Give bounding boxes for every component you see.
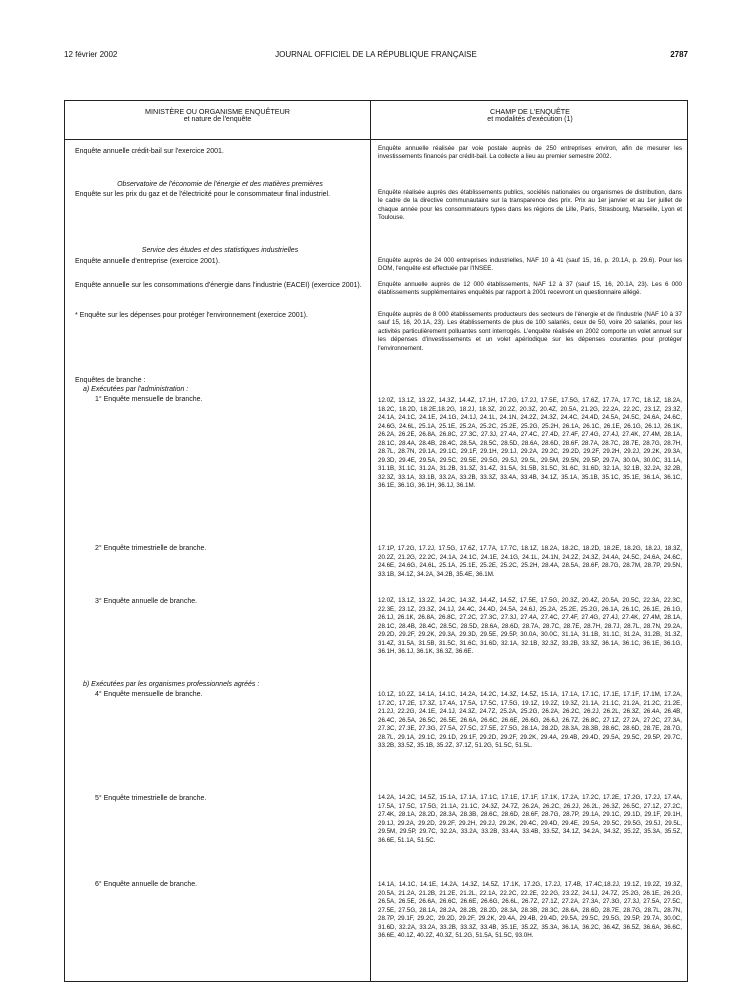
section-sesi: Service des études et des statistiques industrielles — [141, 247, 299, 254]
survey-eacei: Enquête annuelle sur les consommations d'énergie dans l'industrie (EACEI) (exercice 2001). — [75, 282, 362, 289]
header-left-cell — [65, 108, 370, 124]
column-divider — [370, 101, 371, 981]
page-header — [64, 50, 688, 64]
branche-annuelle-org: 6° Enquête annuelle de branche. — [95, 881, 198, 888]
header-right-sub: et modalités d'exécution (1) — [487, 116, 573, 123]
survey-environnement: * Enquête sur les dépenses pour protéger l'environnement (exercice 2001). — [75, 312, 308, 319]
naf-codes-trimestrielle-admin: 17.1P, 17.2G, 17.2J, 17.5G, 17.6Z, 17.7A, 17.7C, 18.1Z, 18.2A, 18.2C, 18.2D, 18.2E, 18.2G, 18.2J, 18.3Z, 20.2Z, 21.2G, 22.2C, 24.1A, 24.1C, 24.1E, 24.1G, 24.1L, 24.1N, 24.2Z, 24.3Z, 24.4A, 24.5C, 24.6A, 24.6C, 24.6E, 24.6G, 24.6L, 25.1A, 25.1E, 25.2E, 25.2C, 25.2H, 28.4A, 28.5A, 28.6F, 28.7G, 28.7M, 28.7P, 29.5N, 33.1B, 34.1Z, 34.2A, 34.2B, 35.4E, 36.1M. — [378, 545, 682, 578]
survey-prix-gaz: Enquête sur les prix du gaz et de l'électricité pour le consommateur final industriel. — [75, 191, 331, 198]
branche-organismes: b) Exécutées par les organismes professionnels agréés : — [83, 681, 260, 688]
branche-admin: a) Exécutées par l'administration : — [83, 386, 189, 393]
naf-codes-annuelle-org: 14.1A, 14.1C, 14.1E, 14.2A, 14.3Z, 14.5Z, 17.1K, 17.2G, 17.2J, 17.4B, 17.4C,18.2J, 19.1Z, 19.2Z, 19.3Z, 20.5A, 21.2A, 21.2B, 21.2E, 21.2L, 22.1A, 22.2C, 22.2E, 22.2G, 23.2Z, 24.1J, 24.7Z, 25.2G, 26.1E, 26.2G, 26.5A, 26.5E, 26.6A, 26.6C, 26.6E, 26.6G, 26.6L, 26.7Z, 27.1Z, 27.2A, 27.3A, 27.3G, 27.3J, 27.5A, 27.5C, 27.5E, 27.5G, 28.1A, 28.2A, 28.2B, 28.2D, 28.3A, 28.3B, 28.3C, 28.6A, 28.6D, 28.7E, 28.7G, 28.7L, 28.7N, 28.7P, 29.1F, 29.2C, 29.2D, 29.2F, 29.2K, 29.4A, 29.4B, 29.4D, 29.5A, 29.5C, 29.5G, 29.5P, 29.7A, 30.0C, 31.6D, 32.2A, 33.2A, 33.2B, 33.3Z, 33.4B, 35.1E, 35.2Z, 35.3A, 36.1A, 36.2C, 36.4Z, 36.5Z, 36.6A, 36.6C, 36.6E, 40.1Z, 40.2Z, 40.3Z, 51.2G, 51.5A, 51.5C, 93.0H. — [378, 881, 682, 939]
page-number: 2787 — [670, 50, 688, 59]
survey-table — [64, 100, 688, 982]
branche-mensuelle-admin: 1° Enquête mensuelle de branche. — [95, 396, 203, 403]
naf-codes-trimestrielle-org: 14.2A, 14.2C, 14.5Z, 15.1A, 17.1A, 17.1C, 17.1E, 17.1F, 17.1K, 17.2A, 17.2C, 17.2E, 17.2G, 17.2J, 17.4A, 17.5A, 17.5C, 17.5G, 21.1A, 21.1C, 24.3Z, 24.7Z, 26.2A, 26.2C, 26.2J, 26.2L, 26.3Z, 26.5C, 27.1Z, 27.2C, 27.4K, 28.1A, 28.2D, 28.3A, 28.3B, 28.6C, 28.6D, 28.6F, 28.7G, 28.7P, 29.1A, 29.1C, 29.1D, 29.1F, 29.1H, 29.1J, 29.2A, 29.2D, 29.2F, 29.2H, 29.2J, 29.2K, 29.4C, 29.4D, 29.4E, 29.5A, 29.5C, 29.5G, 29.5J, 29.5L, 29.5M, 29.5P, 29.7C, 32.2A, 33.2A, 33.2B, 33.4A, 33.4B, 33.5Z, 34.1Z, 34.2A, 34.3Z, 35.2Z, 35.3A, 35.5Z, 36.6E, 51.1A, 51.5C. — [378, 794, 682, 844]
branche-trimestrielle-admin: 2° Enquête trimestrielle de branche. — [95, 545, 207, 552]
header-left-main: MINISTÈRE OU ORGANISME ENQUÊTEUR — [145, 107, 290, 116]
header-right-main: CHAMP DE L'ENQUÊTE — [490, 107, 570, 116]
champ-prix-gaz: Enquête réalisée auprès des établissements publics, sociétés nationales ou organismes de distribution, dans le cadre de la directive communautaire sur la transparence des prix. Prix au 1er janvier et au 1er juillet de chaque année pour les consommateurs types dans les régions de Lille, Paris, Strasbourg, Marseille, Lyon et Toulouse. — [378, 189, 682, 222]
naf-codes-annuelle-admin: 12.0Z, 13.1Z, 13.2Z, 14.2C, 14.3Z, 14.4Z, 14.5Z, 17.5E, 17.5G, 20.3Z, 20.4Z, 20.5A, 20.5C, 22.3A, 22.3C, 22.3E, 23.1Z, 23.3Z, 24.1J, 24.4C, 24.4D, 24.5A, 24.6J, 25.2A, 25.2E, 25.2G, 26.1A, 26.1C, 26.1E, 26.1G, 26.1J, 26.1K, 26.8A, 26.8C, 27.2C, 27.3C, 27.3J, 27.4A, 27.4C, 27.4F, 27.4G, 27.4J, 27.4K, 27.4M, 28.1A, 28.1C, 28.4B, 28.4C, 28.5C, 28.5D, 28.6A, 28.6D, 28.7A, 28.7C, 28.7E, 28.7H, 28.7J, 28.7L, 28.7N, 29.2A, 29.2D, 29.2F, 29.2K, 29.3A, 29.3D, 29.5E, 29.5P, 30.0A, 30.0C, 31.1A, 31.1B, 31.1C, 31.2A, 31.2B, 31.3Z, 31.4Z, 31.5A, 31.5B, 31.5C, 31.6C, 31.6D, 32.1A, 32.1B, 32.3Z, 33.2B, 33.3Z, 36.1A, 36.1C, 36.1E, 36.1G, 36.1H, 36.1J, 36.1K, 36.3Z, 36.6E. — [378, 597, 682, 655]
champ-annuelle-entreprise: Enquête auprès de 24 000 entreprises industrielles, NAF 10 à 41 (sauf 15, 16, p. 20.1A, p. 29.6). Pour les DOM, l'enquête est effectuée par l'INSEE. — [378, 257, 682, 273]
branche-trimestrielle-org: 5° Enquête trimestrielle de branche. — [95, 795, 207, 802]
champ-credit-bail: Enquête annuelle réalisée par voie postale auprès de 250 entreprises environ, afin de mesurer les investissements financés par crédit-bail. La collecte a lieu au premier semestre 2002. — [378, 145, 682, 161]
naf-codes-mensuelle-admin: 12.0Z, 13.1Z, 13.2Z, 14.3Z, 14.4Z, 17.1H, 17.2G, 17.2J, 17.5E, 17.5G, 17.6Z, 17.7A, 17.7C, 18.1Z, 18.2A, 18.2C, 18.2D, 18.2E,18.2G, 18.2J, 18.3Z, 20.2Z, 20.3Z, 20.4Z, 20.5A, 21.2G, 22.2A, 22.2C, 23.1Z, 23.3Z, 24.1A, 24.1C, 24.1E, 24.1G, 24.1J, 24.1L, 24.1N, 24.2Z, 24.3Z, 24.4C, 24.4D, 24.5A, 24.5C, 24.6A, 24.6C, 24.6G, 24.6L, 25.1A, 25.1E, 25.2A, 25.2C, 25.2E, 25.2G, 25.2H, 26.1A, 26.1C, 26.1E, 26.1G, 26.1J, 26.1K, 26.2A, 26.2E, 26.8A, 26.8C, 27.3C, 27.3J, 27.4A, 27.4C, 27.4D, 27.4F, 27.4G, 27.4J, 27.4K, 27.4M, 28.1A, 28.1C, 28.4A, 28.4B, 28.4C, 28.5A, 28.5C, 28.5D, 28.6A, 28.6D, 28.6F, 28.7A, 28.7C, 28.7E, 28.7G, 28.7H, 28.7L, 28.7N, 29.1A, 29.1C, 29.1F, 29.1H, 29.1J, 29.2A, 29.2C, 29.2D, 29.2F, 29.2H, 29.2J, 29.2K, 29.3A, 29.3D, 29.4E, 29.5A, 29.5C, 29.5E, 29.5G, 29.5J, 29.5L, 29.5M, 29.5N, 29.5P, 29.7A, 30.0A, 30.0C, 31.1A, 31.1B, 31.1C, 31.2A, 31.2B, 31.3Z, 31.4Z, 31.5A, 31.5B, 31.5C, 31.6C, 31.6D, 32.1A, 32.1B, 32.2A, 32.2B, 32.3Z, 33.1A, 33.1B, 33.2A, 33.2B, 33.3Z, 33.4A, 33.4B, 34.1Z, 35.1A, 35.1B, 35.1C, 35.1E, 36.1A, 36.1C, 36.1E, 36.1G, 36.1H, 36.1J, 36.1M. — [378, 397, 682, 489]
naf-codes-mensuelle-org: 10.1Z, 10.2Z, 14.1A, 14.1C, 14.2A, 14.2C, 14.3Z, 14.5Z, 15.1A, 17.1A, 17.1C, 17.1E, 17.1F, 17.1M, 17.2A, 17.2C, 17.2E, 17.3Z, 17.4A, 17.5A, 17.5C, 17.5G, 19.1Z, 19.2Z, 19.3Z, 21.1A, 21.1C, 21.2A, 21.2C, 21.2E, 21.2J, 22.2G, 24.1E, 24.1J, 24.3Z, 24.7Z, 25.2A, 25.2G, 26.2A, 26.2C, 26.2J, 26.2L, 26.3Z, 26.4A, 26.4B, 26.4C, 26.5A, 26.5C, 26.5E, 26.6A, 26.6C, 26.6E, 26.6G, 26.6J, 26.7Z, 26.8C, 27.1Z, 27.2A, 27.2C, 27.3A, 27.3C, 27.3E, 27.3G, 27.5A, 27.5C, 27.5E, 27.5G, 28.1A, 28.2D, 28.3A, 28.3B, 28.6C, 28.6D, 28.7E, 28.7G, 28.7L, 29.1A, 29.1C, 29.1D, 29.1F, 29.2D, 29.2F, 29.2K, 29.4A, 29.4B, 29.4D, 29.5A, 29.5C, 29.5P, 29.7C, 33.2B, 33.5Z, 35.1B, 35.2Z, 37.1Z, 51.2G, 51.5C, 51.5L. — [378, 691, 682, 749]
section-observatoire: Observatoire de l'économie de l'énergie et des matières premières — [117, 181, 323, 188]
table-header-row — [65, 101, 687, 140]
champ-environnement: Enquête auprès de 8 000 établissements producteurs des secteurs de l'énergie et de l'industrie (NAF 10 à 37 sauf 15, 16, 20.1A, 23). Les établissements de plus de 100 salariés, ceux de 50, voire 20 salariés, pour les activités particulièrement polluantes sont interrogés. L'enquête réalisée en 2002 comporte un volet annuel sur les dépenses d'investissements et un volet apériodique sur les dépenses courantes pour protéger l'environnement. — [378, 311, 682, 352]
survey-annuelle-entreprise: Enquête annuelle d'entreprise (exercice 2001). — [75, 258, 220, 265]
branche-annuelle-admin: 3° Enquête annuelle de branche. — [95, 598, 198, 605]
header-right-cell — [371, 108, 689, 124]
header-date: 12 février 2002 — [64, 50, 118, 59]
champ-eacei: Enquête annuelle auprès de 12 000 établissements, NAF 12 à 37 (sauf 15, 16, 20.1A, 23). Les 6 000 établissements supplémentaires enquêtés par rapport à 2001 recevront un questionnaire allégé. — [378, 281, 682, 297]
journal-title: JOURNAL OFFICIEL DE LA RÉPUBLIQUE FRANÇAISE — [275, 50, 477, 59]
branche-mensuelle-org: 4° Enquête mensuelle de branche. — [95, 691, 203, 698]
section-branche: Enquêtes de branche : — [75, 377, 146, 384]
header-left-sub: et nature de l'enquête — [183, 116, 252, 123]
survey-credit-bail: Enquête annuelle crédit-bail sur l'exercice 2001. — [75, 148, 224, 155]
